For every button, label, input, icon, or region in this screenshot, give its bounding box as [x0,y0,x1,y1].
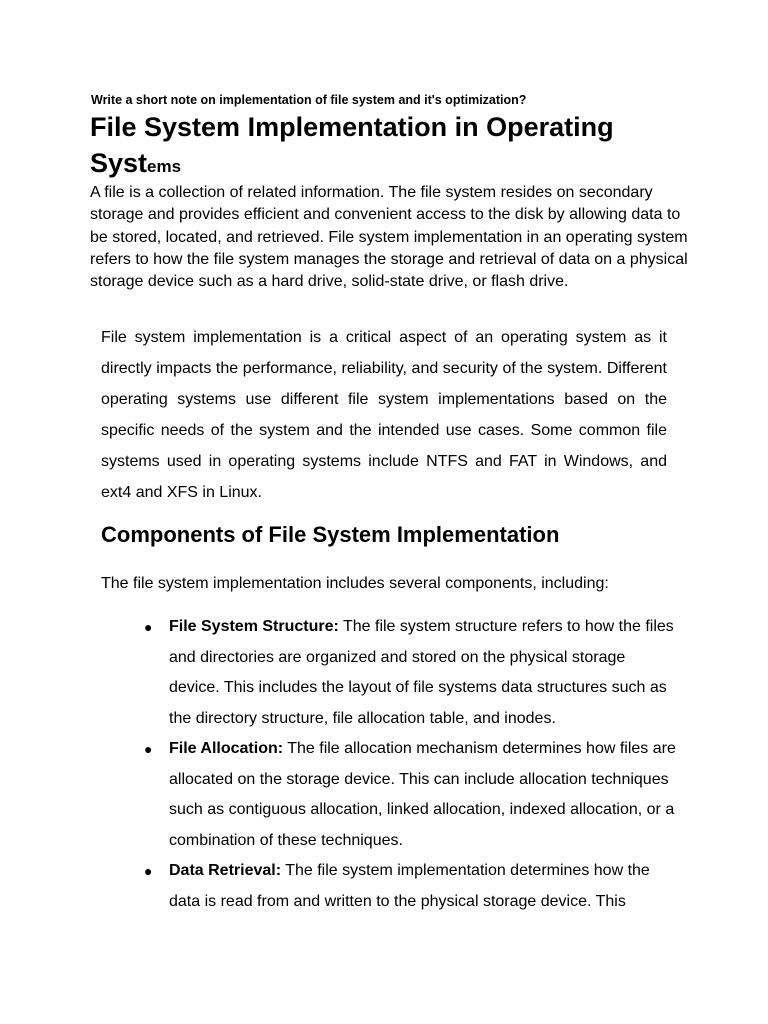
bullet-icon: ● [144,619,153,635]
intro-paragraph: A file is a collection of related information. The file system resides on secondary storage and provides efficient and convenient access to the disk by allowing data to be stored, located, and retrieved. File system implementation in an operating system refers to how the file system manages the storage and retrieval of data on a physical storage device such as a hard drive, solid-state drive, or flash drive. [90,184,688,291]
list-item [140,734,680,856]
list-item [140,856,680,917]
list-item-term: Data Retrieval: [169,862,282,879]
title-tail: ems [147,157,182,176]
page-title [90,109,690,185]
list-item-text: The file system structure refers to how the files and directories are organized and stored on the physical storage device. This includes the layout of file systems data structures such as the directory structure, file allocation table, and inodes. [169,618,674,727]
list-item-text: The file allocation mechanism determines how files are allocated on the storage device. This can include allocation techniques such as contiguous allocation, linked allocation, indexed allocation, or a combination of these techniques. [169,740,676,849]
list-item-term: File System Structure: [169,618,339,635]
components-lead: The file system implementation includes several components, including: [101,575,609,592]
bullet-icon: ● [144,741,153,757]
title-main: File System Implementation in Operating Syst [90,112,614,178]
list-item-text: The file system implementation determines how the data is read from and written to the physical storage device. This [169,862,650,910]
question-text: Write a short note on implementation of file system and it's optimization? [91,93,527,107]
components-list [140,612,680,917]
list-item [140,612,680,734]
bullet-icon: ● [144,863,153,879]
importance-paragraph: File system implementation is a critical aspect of an operating system as it directly impacts the performance, reliability, and security of the system. Different operating systems use different file system implementations based on the specific needs of the system and the intended use cases. Some common file systems used in operating systems include NTFS and FAT in Windows, and ext4 and XFS in Linux. [101,329,667,501]
components-heading: Components of File System Implementation [101,522,560,547]
list-item-term: File Allocation: [169,740,284,757]
